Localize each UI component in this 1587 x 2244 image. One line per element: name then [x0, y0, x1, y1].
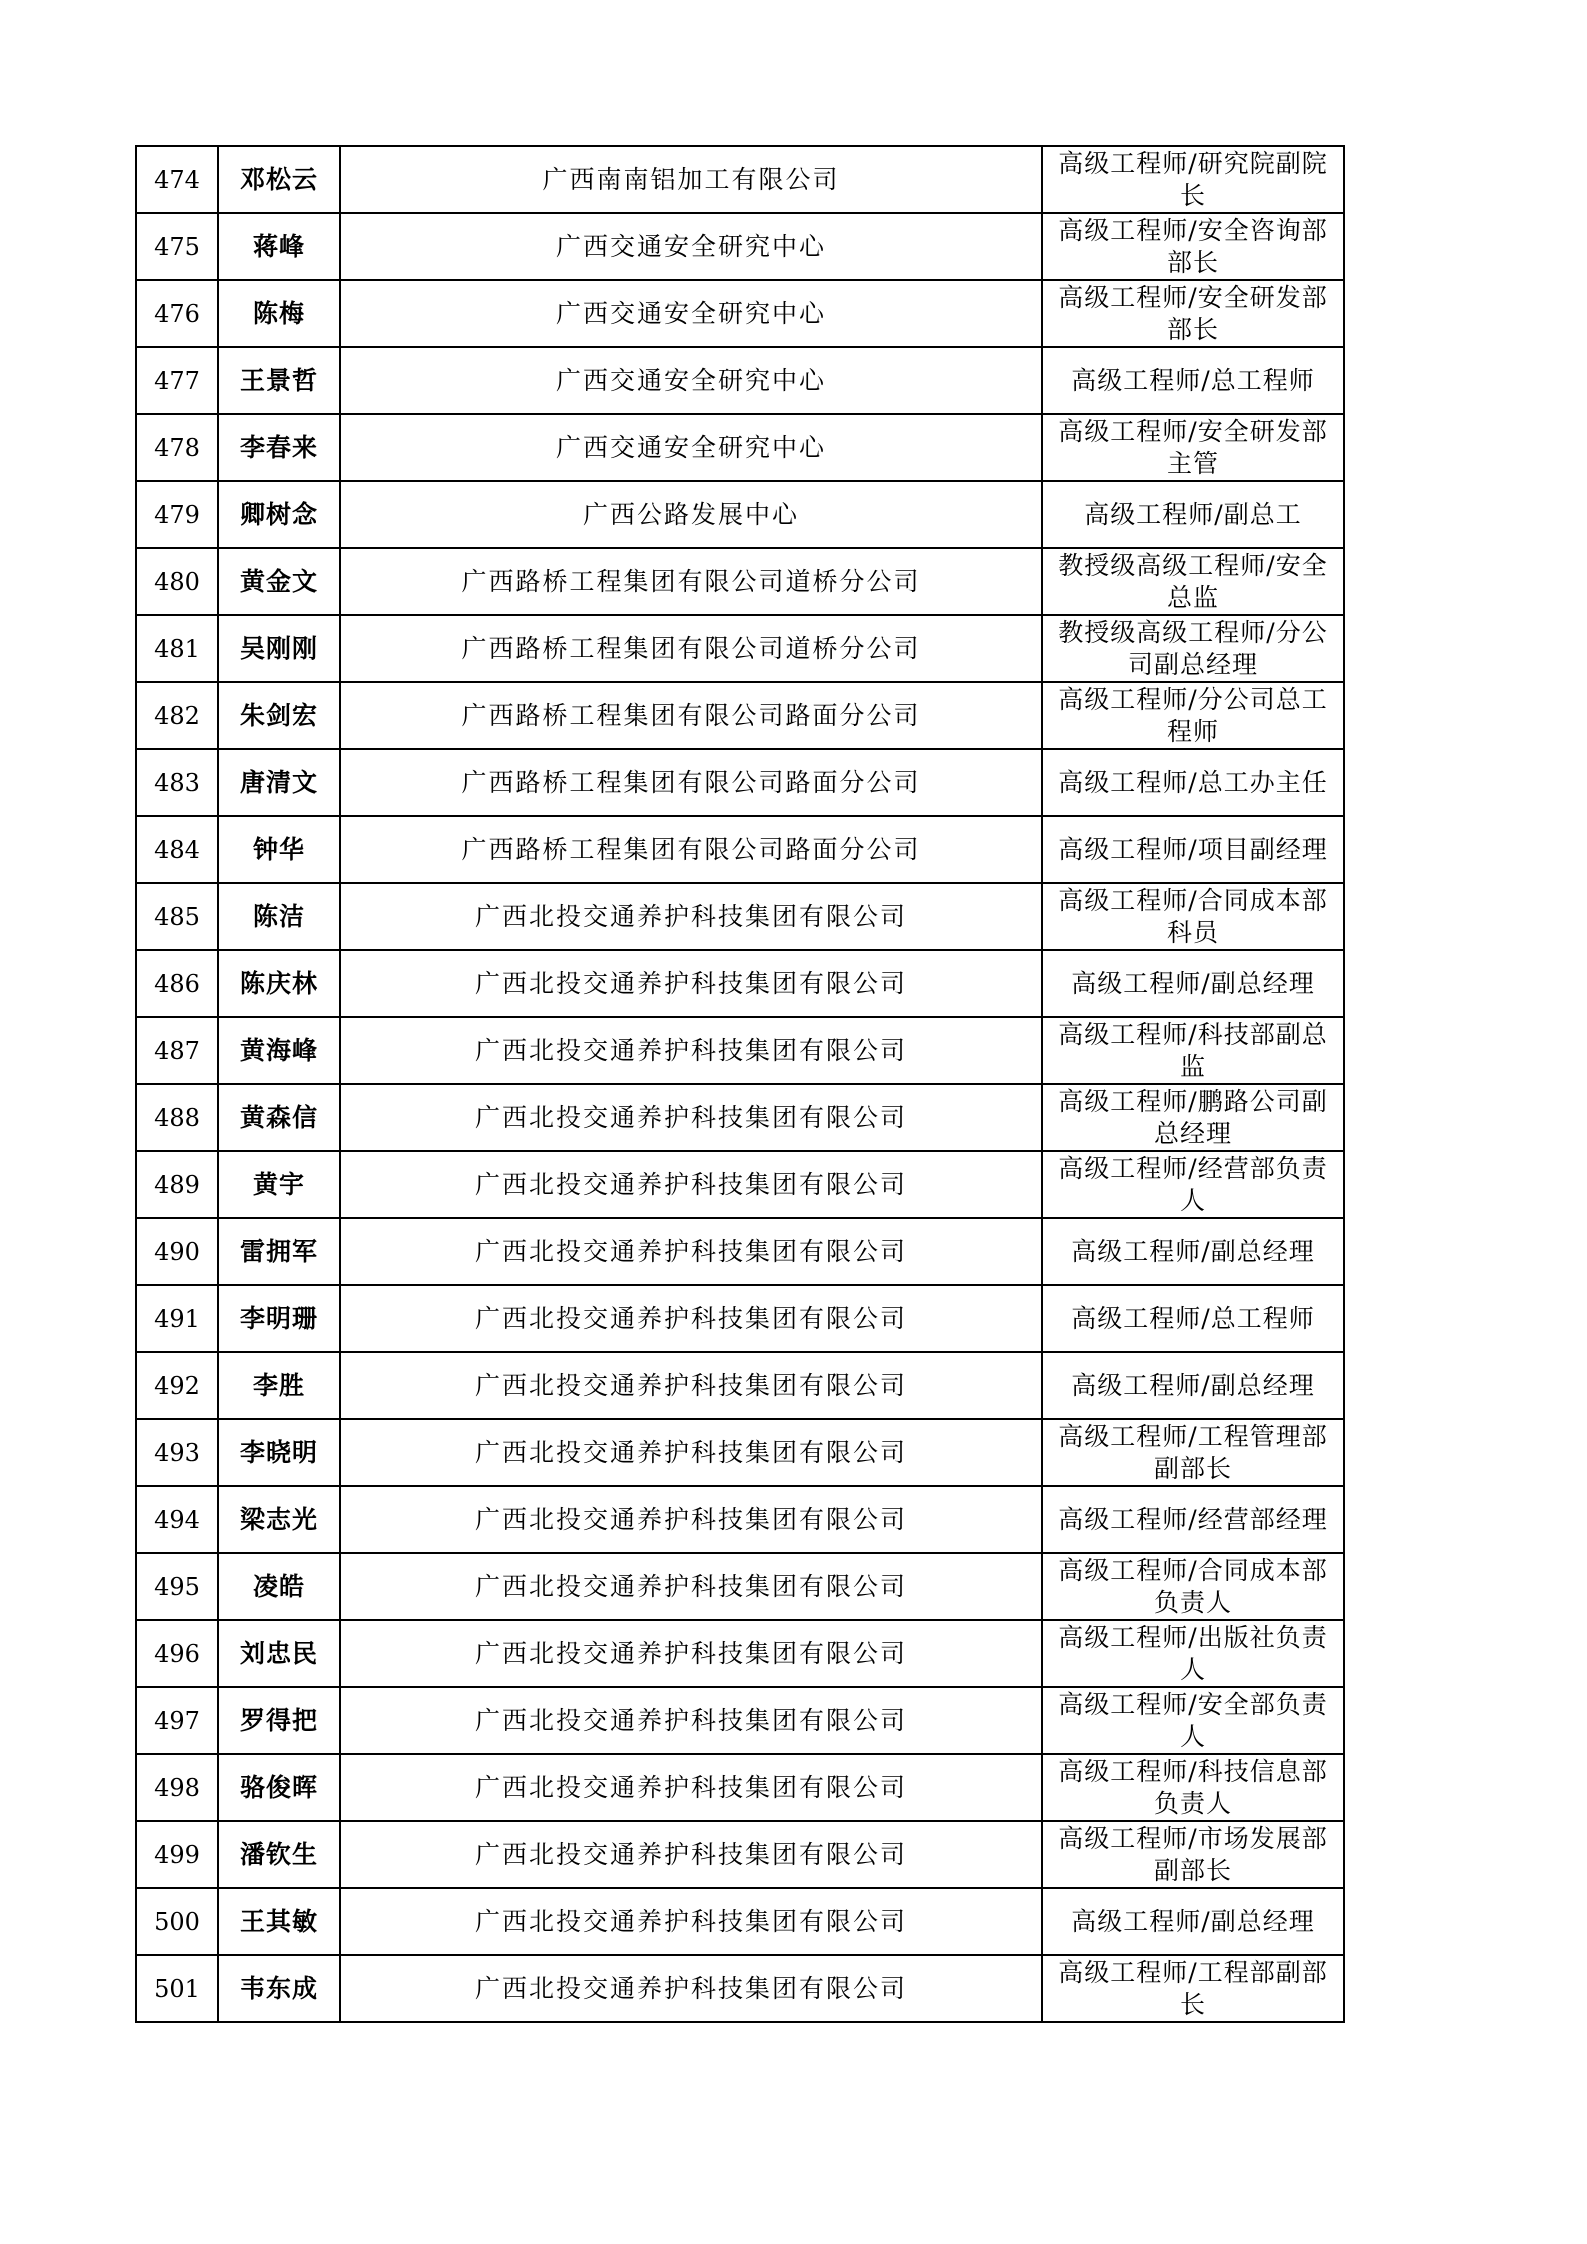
organization-cell: 广西北投交通养护科技集团有限公司 — [340, 1955, 1042, 2022]
job-title-cell: 高级工程师/经营部经理 — [1042, 1486, 1344, 1553]
row-number-cell: 476 — [136, 280, 218, 347]
table-row — [136, 280, 1344, 347]
organization-cell: 广西路桥工程集团有限公司路面分公司 — [340, 816, 1042, 883]
person-name-cell: 黄海峰 — [218, 1017, 340, 1084]
row-number-cell: 491 — [136, 1285, 218, 1352]
job-title-cell: 高级工程师/总工程师 — [1042, 1285, 1344, 1352]
organization-cell: 广西北投交通养护科技集团有限公司 — [340, 1084, 1042, 1151]
table-row — [136, 213, 1344, 280]
person-name-cell: 刘忠民 — [218, 1620, 340, 1687]
row-number-cell: 495 — [136, 1553, 218, 1620]
organization-cell: 广西北投交通养护科技集团有限公司 — [340, 1821, 1042, 1888]
row-number-cell: 497 — [136, 1687, 218, 1754]
organization-cell: 广西北投交通养护科技集团有限公司 — [340, 1419, 1042, 1486]
table-row — [136, 1285, 1344, 1352]
table-row — [136, 749, 1344, 816]
row-number-cell: 493 — [136, 1419, 218, 1486]
person-name-cell: 蒋峰 — [218, 213, 340, 280]
row-number-cell: 474 — [136, 146, 218, 213]
person-name-cell: 黄金文 — [218, 548, 340, 615]
table-row — [136, 481, 1344, 548]
row-number-cell: 478 — [136, 414, 218, 481]
job-title-cell: 高级工程师/副总经理 — [1042, 950, 1344, 1017]
organization-cell: 广西路桥工程集团有限公司路面分公司 — [340, 749, 1042, 816]
job-title-cell: 高级工程师/安全研发部部长 — [1042, 280, 1344, 347]
person-name-cell: 唐清文 — [218, 749, 340, 816]
organization-cell: 广西路桥工程集团有限公司路面分公司 — [340, 682, 1042, 749]
job-title-cell: 高级工程师/工程管理部副部长 — [1042, 1419, 1344, 1486]
row-number-cell: 501 — [136, 1955, 218, 2022]
organization-cell: 广西交通安全研究中心 — [340, 414, 1042, 481]
organization-cell: 广西北投交通养护科技集团有限公司 — [340, 1218, 1042, 1285]
organization-cell: 广西北投交通养护科技集团有限公司 — [340, 1285, 1042, 1352]
row-number-cell: 486 — [136, 950, 218, 1017]
person-name-cell: 雷拥军 — [218, 1218, 340, 1285]
table-row — [136, 347, 1344, 414]
organization-cell: 广西北投交通养护科技集团有限公司 — [340, 1553, 1042, 1620]
job-title-cell: 高级工程师/研究院副院长 — [1042, 146, 1344, 213]
row-number-cell: 479 — [136, 481, 218, 548]
person-name-cell: 梁志光 — [218, 1486, 340, 1553]
person-name-cell: 凌皓 — [218, 1553, 340, 1620]
person-name-cell: 王其敏 — [218, 1888, 340, 1955]
row-number-cell: 489 — [136, 1151, 218, 1218]
table-row — [136, 883, 1344, 950]
row-number-cell: 487 — [136, 1017, 218, 1084]
person-name-cell: 吴刚刚 — [218, 615, 340, 682]
personnel-table — [135, 145, 1345, 2023]
person-name-cell: 李晓明 — [218, 1419, 340, 1486]
row-number-cell: 482 — [136, 682, 218, 749]
job-title-cell: 高级工程师/科技部副总监 — [1042, 1017, 1344, 1084]
table-row — [136, 146, 1344, 213]
person-name-cell: 朱剑宏 — [218, 682, 340, 749]
job-title-cell: 高级工程师/安全研发部主管 — [1042, 414, 1344, 481]
table-row — [136, 615, 1344, 682]
job-title-cell: 高级工程师/安全咨询部部长 — [1042, 213, 1344, 280]
organization-cell: 广西路桥工程集团有限公司道桥分公司 — [340, 615, 1042, 682]
row-number-cell: 483 — [136, 749, 218, 816]
row-number-cell: 492 — [136, 1352, 218, 1419]
organization-cell: 广西北投交通养护科技集团有限公司 — [340, 950, 1042, 1017]
person-name-cell: 陈洁 — [218, 883, 340, 950]
organization-cell: 广西路桥工程集团有限公司道桥分公司 — [340, 548, 1042, 615]
job-title-cell: 高级工程师/合同成本部科员 — [1042, 883, 1344, 950]
table-row — [136, 1486, 1344, 1553]
job-title-cell: 高级工程师/总工程师 — [1042, 347, 1344, 414]
person-name-cell: 潘钦生 — [218, 1821, 340, 1888]
job-title-cell: 高级工程师/副总经理 — [1042, 1218, 1344, 1285]
table-body — [136, 146, 1344, 2022]
job-title-cell: 高级工程师/项目副经理 — [1042, 816, 1344, 883]
row-number-cell: 484 — [136, 816, 218, 883]
row-number-cell: 499 — [136, 1821, 218, 1888]
row-number-cell: 488 — [136, 1084, 218, 1151]
table-row — [136, 1151, 1344, 1218]
row-number-cell: 498 — [136, 1754, 218, 1821]
job-title-cell: 教授级高级工程师/分公司副总经理 — [1042, 615, 1344, 682]
table-row — [136, 1218, 1344, 1285]
table-row — [136, 1084, 1344, 1151]
table-row — [136, 1352, 1344, 1419]
organization-cell: 广西交通安全研究中心 — [340, 213, 1042, 280]
row-number-cell: 480 — [136, 548, 218, 615]
job-title-cell: 高级工程师/安全部负责人 — [1042, 1687, 1344, 1754]
row-number-cell: 494 — [136, 1486, 218, 1553]
organization-cell: 广西南南铝加工有限公司 — [340, 146, 1042, 213]
person-name-cell: 陈梅 — [218, 280, 340, 347]
person-name-cell: 李明珊 — [218, 1285, 340, 1352]
organization-cell: 广西北投交通养护科技集团有限公司 — [340, 883, 1042, 950]
organization-cell: 广西北投交通养护科技集团有限公司 — [340, 1687, 1042, 1754]
person-name-cell: 韦东成 — [218, 1955, 340, 2022]
table-row — [136, 1687, 1344, 1754]
person-name-cell: 陈庆林 — [218, 950, 340, 1017]
job-title-cell: 高级工程师/出版社负责人 — [1042, 1620, 1344, 1687]
organization-cell: 广西北投交通养护科技集团有限公司 — [340, 1888, 1042, 1955]
job-title-cell: 高级工程师/总工办主任 — [1042, 749, 1344, 816]
table-row — [136, 1821, 1344, 1888]
person-name-cell: 王景哲 — [218, 347, 340, 414]
table-row — [136, 1955, 1344, 2022]
job-title-cell: 高级工程师/副总经理 — [1042, 1352, 1344, 1419]
row-number-cell: 477 — [136, 347, 218, 414]
table-row — [136, 1754, 1344, 1821]
job-title-cell: 高级工程师/市场发展部副部长 — [1042, 1821, 1344, 1888]
organization-cell: 广西北投交通养护科技集团有限公司 — [340, 1017, 1042, 1084]
table-row — [136, 816, 1344, 883]
row-number-cell: 475 — [136, 213, 218, 280]
organization-cell: 广西交通安全研究中心 — [340, 280, 1042, 347]
job-title-cell: 高级工程师/合同成本部负责人 — [1042, 1553, 1344, 1620]
table-row — [136, 1888, 1344, 1955]
person-name-cell: 钟华 — [218, 816, 340, 883]
person-name-cell: 李胜 — [218, 1352, 340, 1419]
row-number-cell: 481 — [136, 615, 218, 682]
table-row — [136, 548, 1344, 615]
table-row — [136, 1553, 1344, 1620]
job-title-cell: 教授级高级工程师/安全总监 — [1042, 548, 1344, 615]
row-number-cell: 490 — [136, 1218, 218, 1285]
organization-cell: 广西北投交通养护科技集团有限公司 — [340, 1151, 1042, 1218]
job-title-cell: 高级工程师/鹏路公司副总经理 — [1042, 1084, 1344, 1151]
organization-cell: 广西北投交通养护科技集团有限公司 — [340, 1754, 1042, 1821]
job-title-cell: 高级工程师/科技信息部负责人 — [1042, 1754, 1344, 1821]
job-title-cell: 高级工程师/副总工 — [1042, 481, 1344, 548]
row-number-cell: 496 — [136, 1620, 218, 1687]
person-name-cell: 黄森信 — [218, 1084, 340, 1151]
person-name-cell: 李春来 — [218, 414, 340, 481]
table-row — [136, 682, 1344, 749]
organization-cell: 广西北投交通养护科技集团有限公司 — [340, 1486, 1042, 1553]
organization-cell: 广西北投交通养护科技集团有限公司 — [340, 1620, 1042, 1687]
job-title-cell: 高级工程师/分公司总工程师 — [1042, 682, 1344, 749]
person-name-cell: 骆俊晖 — [218, 1754, 340, 1821]
organization-cell: 广西公路发展中心 — [340, 481, 1042, 548]
row-number-cell: 485 — [136, 883, 218, 950]
person-name-cell: 罗得把 — [218, 1687, 340, 1754]
row-number-cell: 500 — [136, 1888, 218, 1955]
person-name-cell: 邓松云 — [218, 146, 340, 213]
organization-cell: 广西交通安全研究中心 — [340, 347, 1042, 414]
person-name-cell: 黄宇 — [218, 1151, 340, 1218]
table-row — [136, 950, 1344, 1017]
job-title-cell: 高级工程师/副总经理 — [1042, 1888, 1344, 1955]
table-row — [136, 1017, 1344, 1084]
organization-cell: 广西北投交通养护科技集团有限公司 — [340, 1352, 1042, 1419]
table-row — [136, 1620, 1344, 1687]
job-title-cell: 高级工程师/经营部负责人 — [1042, 1151, 1344, 1218]
table-row — [136, 414, 1344, 481]
table-row — [136, 1419, 1344, 1486]
job-title-cell: 高级工程师/工程部副部长 — [1042, 1955, 1344, 2022]
person-name-cell: 卿树念 — [218, 481, 340, 548]
